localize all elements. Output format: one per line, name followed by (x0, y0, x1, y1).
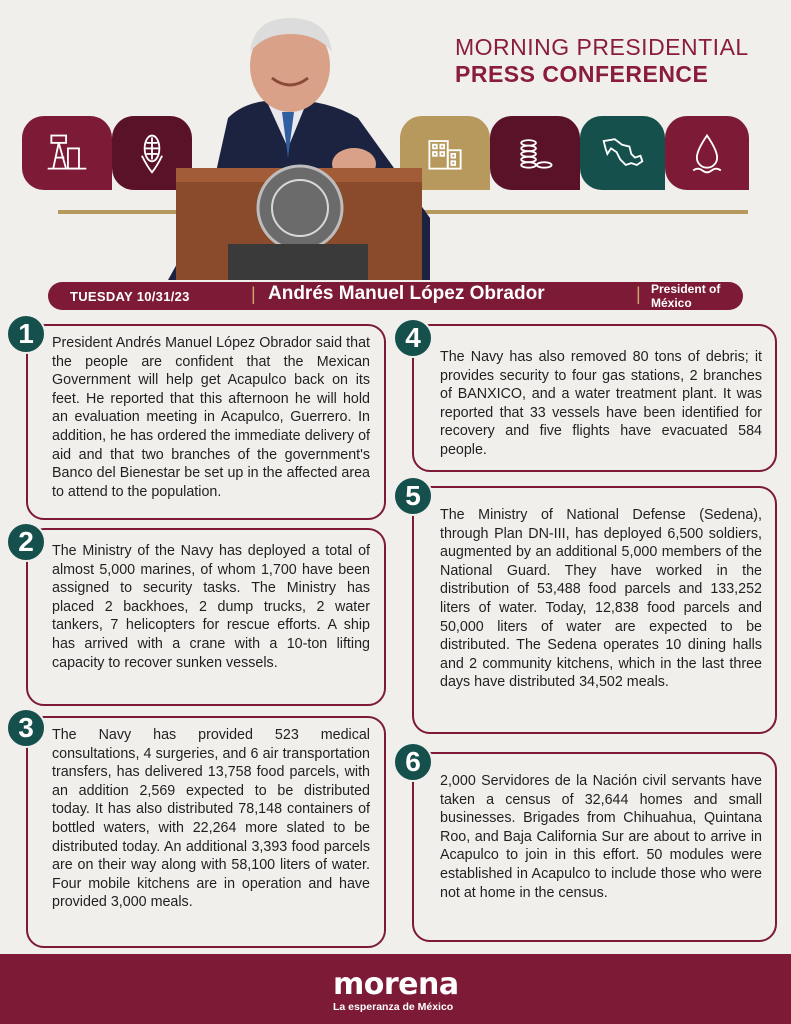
card-number-badge: 6 (393, 742, 433, 782)
separator: | (636, 284, 641, 304)
mexico-map-icon (600, 130, 646, 176)
page-title (455, 34, 755, 88)
card-number-badge: 5 (393, 476, 433, 516)
card-number-badge: 4 (393, 318, 433, 358)
speaker-bar (48, 282, 743, 310)
logo-wordmark: morena (333, 967, 459, 1002)
water-drop-icon (684, 130, 730, 176)
news-card-4 (412, 324, 777, 472)
water-drop-tile (665, 116, 749, 190)
mexico-map-tile (580, 116, 665, 190)
conference-date: TUESDAY 10/31/23 (70, 288, 190, 304)
card-text: President Andrés Manuel López Obrador said that the people are confident that the Mexican Government will help get Acapulco back on its feet. He reported that this afternoon he will hold an evaluation meeting in Acapulco, Guerrero. In addition, he has ordered the immediate delivery of aid and that two branches of the government's Banco del Bienestar be set up in the affected area to attend to the population. (52, 335, 370, 500)
card-text: The Ministry of National Defense (Sedena), through Plan DN-III, has deployed 6,500 soldiers, augmented by an additional 5,000 members of the National Guard. They have worked in the distribution of 53,488 food parcels and 133,252 liters of water. Today, 12,838 food parcels and 50,000 liters of water are expected to be distributed. The Sedena operates 10 dining halls and 2 community kitchens, which in the last three days have distributed 34,502 meals. (440, 507, 762, 691)
news-card-6 (412, 752, 777, 942)
title-line-2: PRESS CONFERENCE (455, 61, 709, 87)
news-card-3 (26, 716, 386, 948)
coins-icon (512, 130, 558, 176)
oil-pump-tile (22, 116, 112, 190)
card-text: The Navy has provided 523 medical consultations, 4 surgeries, and 6 air transportation transfers, has delivered 13,758 food parcels, with an addition 2,569 expected to be distributed today. It has also distributed 78,148 containers of bottled waters, with 22,264 more slated to be distributed today. An additional 3,393 food parcels are on their way along with 58,100 liters of water. Four mobile kitchens are in operation and have provided 3,000 meals. (52, 727, 370, 911)
logo-tagline: La esperanza de México (333, 1001, 454, 1013)
morena-logo (333, 967, 459, 1013)
news-card-2 (26, 528, 386, 706)
presenter-photo (168, 8, 430, 280)
news-card-1 (26, 324, 386, 520)
news-card-5 (412, 486, 777, 734)
card-number-badge: 3 (6, 708, 46, 748)
oil-pump-icon (44, 130, 90, 176)
title-line-1: MORNING PRESIDENTIAL (455, 34, 749, 60)
card-text: The Navy has also removed 80 tons of debris; it provides security to four gas stations, 2 branches of BANXICO, and a water treatment plant. It was reported that 33 vessels have been identified for recovery and five flights have evacuated 584 people. (440, 349, 762, 458)
separator: | (251, 284, 256, 304)
card-number-badge: 1 (6, 314, 46, 354)
card-text: 2,000 Servidores de la Nación civil servants have taken a census of 32,644 homes and small businesses. Brigades from Chihuahua, Quintana Roo, and Baja California Sur are about to arrive in Acapulco to join in this effort. 50 modules were established in Acapulco to include those who were not at home in the census. (440, 773, 762, 901)
speaker-role: President of México (651, 282, 721, 310)
card-number-badge: 2 (6, 522, 46, 562)
card-text: The Ministry of the Navy has deployed a total of almost 5,000 marines, of whom 1,700 have been assigned to security tasks. The Ministry has placed 2 backhoes, 2 dump trucks, 2 water tankers, 7 helicopters for rescue efforts. A ship has arrived with a crane with a 10-ton lifting capacity to recover sunken vessels. (52, 543, 370, 671)
coins-tile (490, 116, 580, 190)
speaker-name: Andrés Manuel López Obrador (268, 283, 545, 304)
